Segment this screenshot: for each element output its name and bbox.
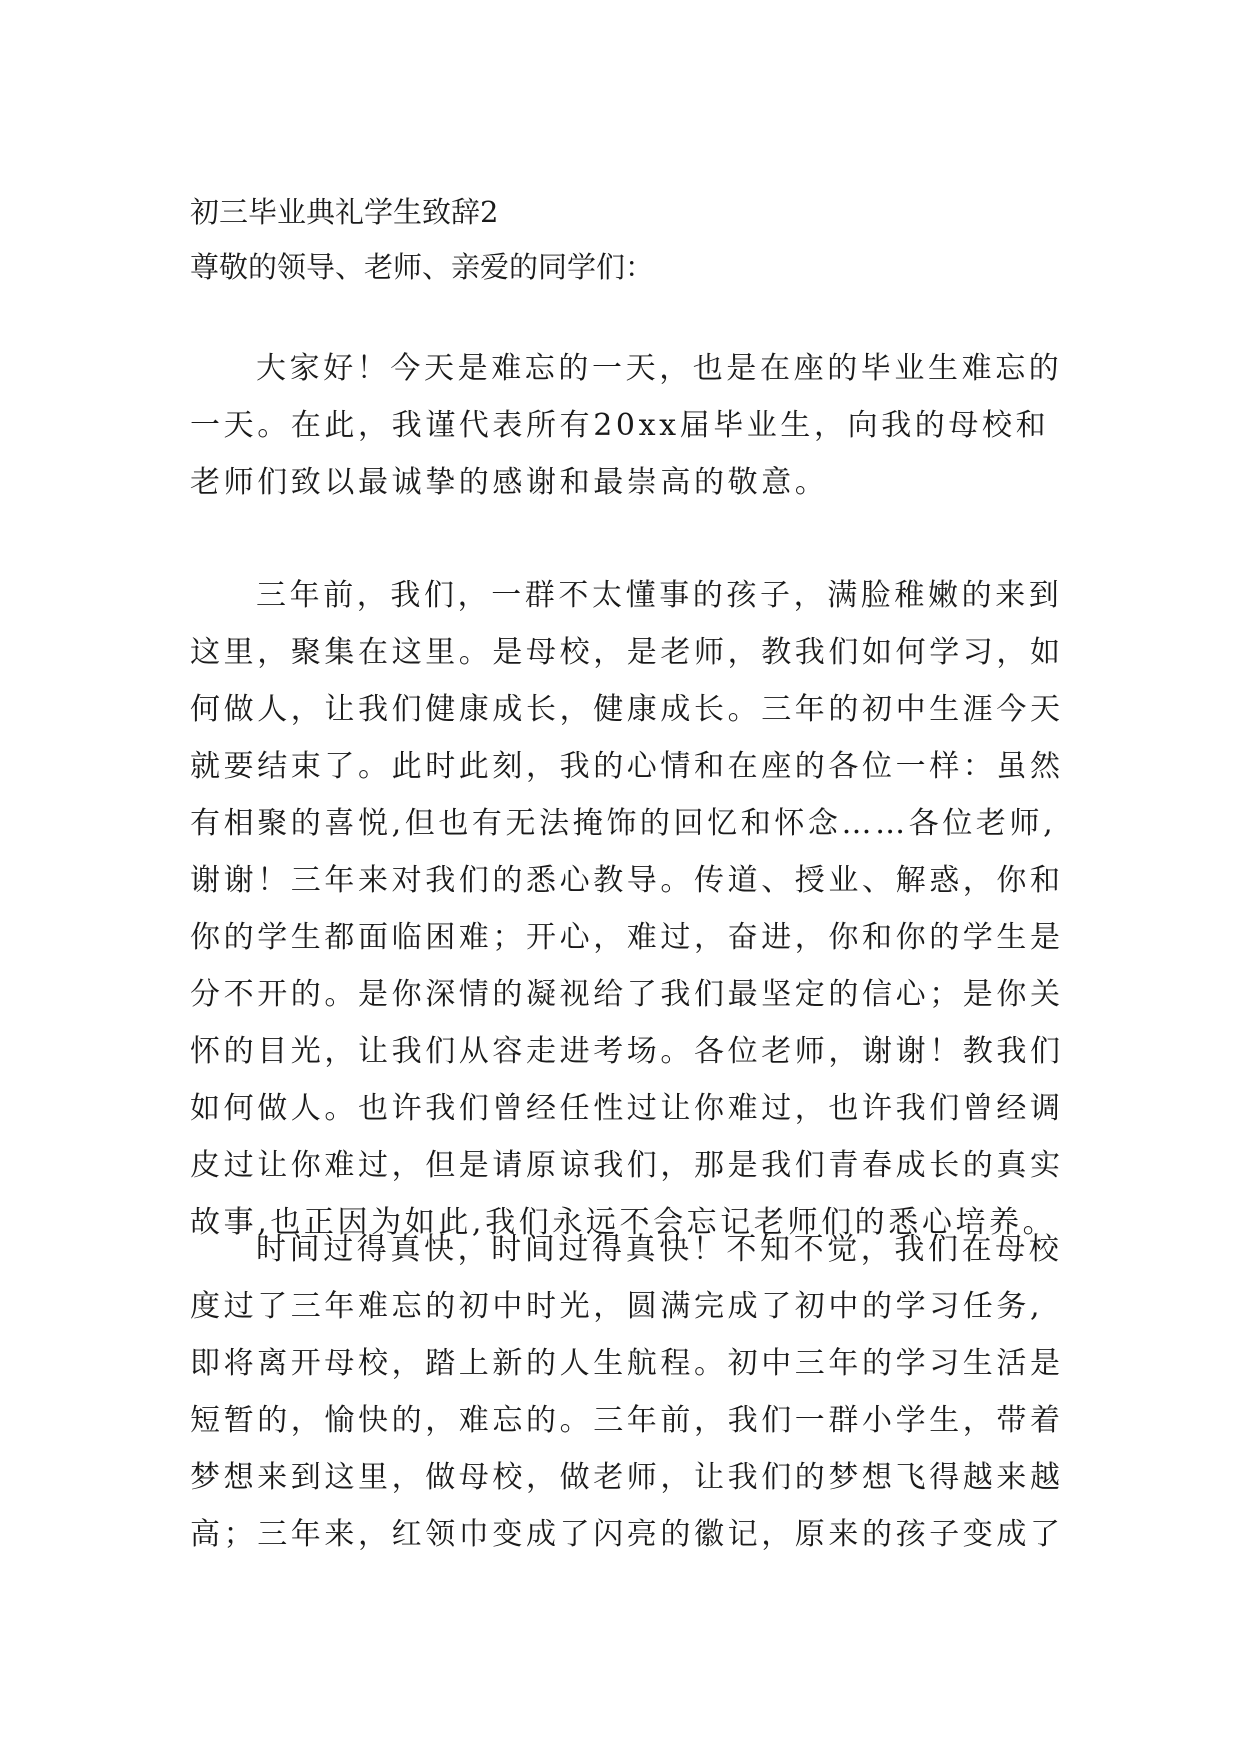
paragraph-line: 三年前，我们，一群不太懂事的孩子，满脸稚嫩的来到 [256, 578, 1063, 613]
paragraph-line: 大家好！今天是难忘的一天，也是在座的毕业生难忘的 [256, 351, 1063, 386]
paragraph-line: 老师们致以最诚挚的感谢和最崇高的敬意。 [190, 465, 829, 500]
paragraph-1 [190, 340, 1063, 511]
document-title: 初三毕业典礼学生致辞2 [190, 195, 499, 229]
paragraph-3 [190, 1221, 1064, 1563]
paragraph-line: 即将离开母校，踏上新的人生航程。初中三年的学习生活是 [190, 1346, 1064, 1381]
paragraph-line: 分不开的。是你深情的凝视给了我们最坚定的信心；是你关 [190, 977, 1064, 1012]
paragraph-line: 何做人，让我们健康成长，健康成长。三年的初中生涯今天 [190, 692, 1064, 727]
paragraph-line: 一天。在此，我谨代表所有20xx届毕业生，向我的母校和 [190, 408, 1050, 443]
paragraph-line: 你的学生都面临困难；开心，难过，奋进，你和你的学生是 [190, 920, 1064, 955]
paragraph-line: 如何做人。也许我们曾经任性过让你难过，也许我们曾经调 [190, 1091, 1064, 1126]
paragraph-line: 高；三年来，红领巾变成了闪亮的徽记，原来的孩子变成了 [190, 1517, 1064, 1552]
paragraph-line: 短暂的，愉快的，难忘的。三年前，我们一群小学生，带着 [190, 1403, 1064, 1438]
paragraph-line: 故事,也正因为如此,我们永远不会忘记老师们的悉心培养。 [190, 1205, 1057, 1240]
paragraph-line: 度过了三年难忘的初中时光，圆满完成了初中的学习任务, [190, 1289, 1044, 1324]
paragraph-line: 有相聚的喜悦,但也有无法掩饰的回忆和怀念……各位老师, [190, 806, 1057, 841]
paragraph-line: 梦想来到这里，做母校，做老师，让我们的梦想飞得越来越 [190, 1460, 1064, 1495]
paragraph-2 [190, 567, 1064, 1251]
paragraph-line: 谢谢！三年来对我们的悉心教导。传道、授业、解惑，你和 [190, 863, 1064, 898]
paragraph-line: 怀的目光，让我们从容走进考场。各位老师，谢谢！教我们 [190, 1034, 1064, 1069]
salutation: 尊敬的领导、老师、亲爱的同学们： [190, 250, 655, 284]
paragraph-line: 皮过让你难过，但是请原谅我们，那是我们青春成长的真实 [190, 1148, 1064, 1183]
paragraph-line: 时间过得真快，时间过得真快！不知不觉，我们在母校 [256, 1232, 1063, 1267]
paragraph-line: 就要结束了。此时此刻，我的心情和在座的各位一样：虽然 [190, 749, 1064, 784]
paragraph-line: 这里，聚集在这里。是母校，是老师，教我们如何学习，如 [190, 635, 1064, 670]
